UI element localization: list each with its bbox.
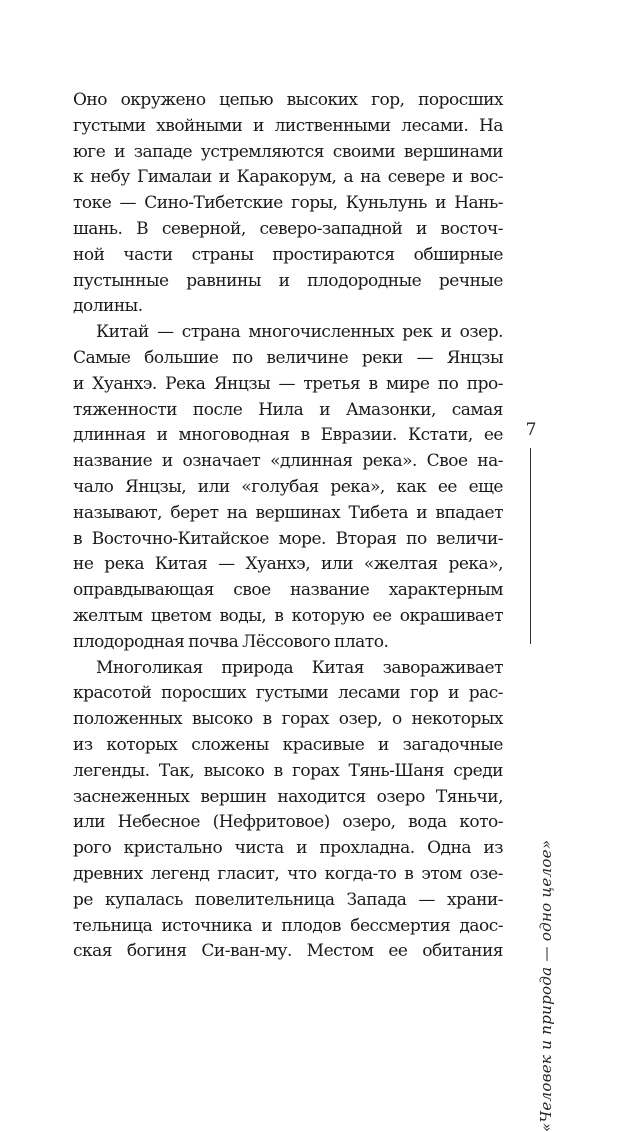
text-line: ной части страны простираются обширные [73,244,503,265]
running-title: «Человек и природа — одно целое» [537,839,555,1132]
text-line: токе — Сино-Тибетские горы, Куньлунь и Нань- [73,193,503,214]
text-line: легенды. Так, высоко в горах Тянь-Шаня среди [73,760,503,781]
paragraph-2 [73,320,503,655]
text-line: заснеженных вершин находится озеро Тяньчи, [73,786,503,807]
paragraph-3 [73,656,503,966]
text-line: оправдывающая свое название характерным [73,580,503,601]
text-line: тельница источника и плодов бессмертия даос- [73,915,503,936]
text-line: ре купалась повелительница Запада — храни- [73,889,503,910]
text-line: длинная и многоводная в Евразии. Кстати, ее [73,425,503,446]
text-line: древних легенд гласит, что когда-то в этом озе- [73,863,503,884]
text-line: положенных высоко в горах озер, о некоторых [73,709,503,730]
text-line: в Восточно-Китайское море. Вторая по величи- [73,528,503,549]
text-line: не река Китая — Хуанхэ, или «желтая река», [73,554,503,575]
paragraph-1 [73,88,503,320]
text-line: Китай — страна многочисленных рек и озер. [96,322,503,343]
margin-rule [530,448,531,644]
text-line: к небу Гималаи и Каракорум, а на севере и вос- [73,167,503,188]
text-line: название и означает «длинная река». Свое на- [73,451,503,472]
text-line: Самые большие по величине реки — Янцзы [73,347,503,368]
text-line: плодородная почва Лёссового плато. [73,631,389,652]
text-line: тяженности после Нила и Амазонки, самая [73,399,503,420]
page-margin-column [516,420,555,1132]
text-line: юге и западе устремляются своими вершинами [73,141,503,162]
text-line: густыми хвойными и лиственными лесами. На [73,115,503,136]
text-line: шань. В северной, северо-западной и восточ- [73,218,503,239]
page-number: 7 [525,420,537,440]
text-line: рого кристально чиста и прохладна. Одна из [73,838,503,859]
text-line: чало Янцзы, или «голубая река», как ее еще [73,476,503,497]
text-line: долины. [73,296,143,317]
text-line: Оно окружено цепью высоких гор, поросших [73,90,503,110]
body-text [73,88,503,965]
text-line: или Небесное (Нефритовое) озеро, вода кото- [73,812,503,833]
text-line: пустынные равнины и плодородные речные [73,270,503,291]
text-line: красотой поросших густыми лесами гор и рас- [73,683,503,704]
text-line: Многоликая природа Китая завораживает [96,657,503,678]
text-line: из которых сложены красивые и загадочные [73,734,503,755]
text-line: желтым цветом воды, в которую ее окрашивает [73,605,503,626]
text-line: и Хуанхэ. Река Янцзы — третья в мире по про- [73,373,503,394]
text-line: ская богиня Си-ван-му. Местом ее обитания [73,941,503,962]
text-line: называют, берет на вершинах Тибета и впадает [73,502,503,523]
